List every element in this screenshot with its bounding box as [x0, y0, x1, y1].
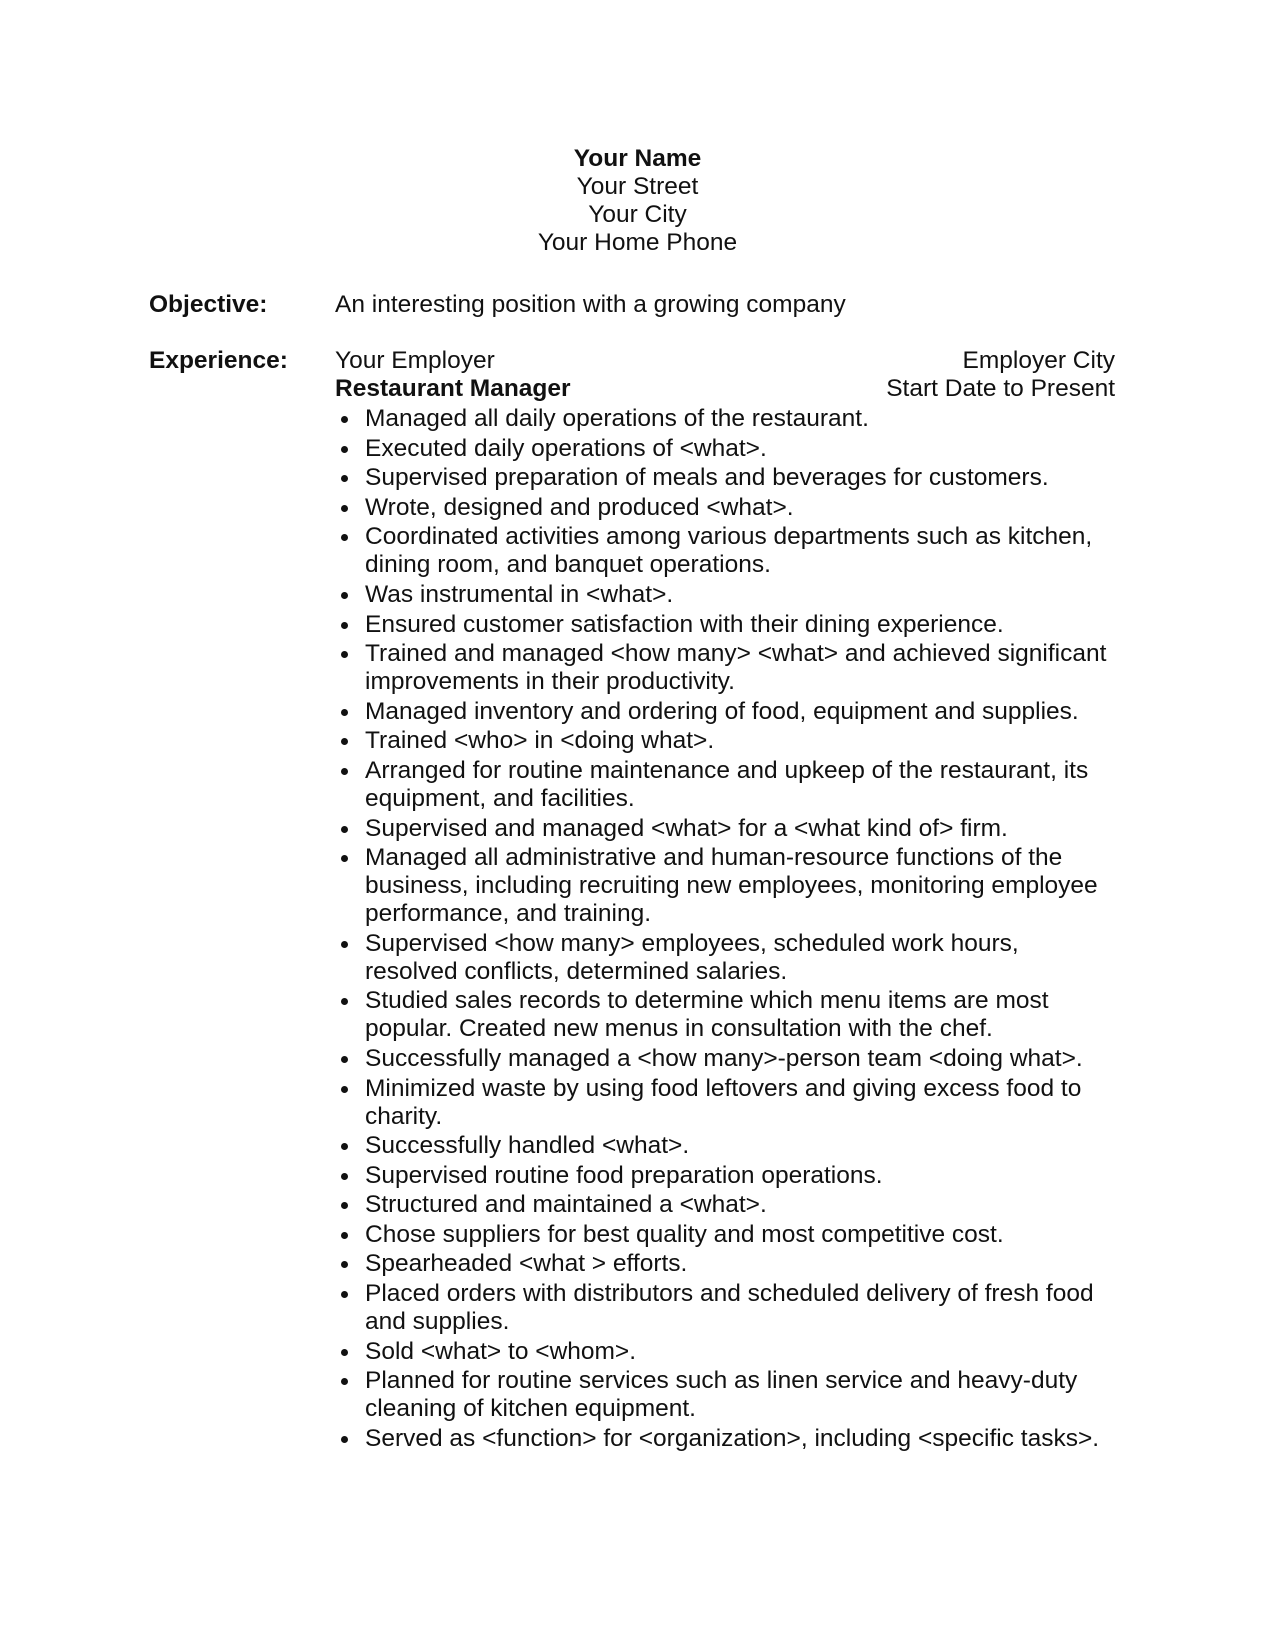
- experience-content: [335, 347, 1115, 1454]
- list-item: Successfully handled <what>.: [335, 1132, 1115, 1160]
- list-item: Minimized waste by using food leftovers and giving excess food to charity.: [335, 1075, 1115, 1131]
- job-dates: Start Date to Present: [886, 375, 1115, 402]
- list-item: Placed orders with distributors and scheduled delivery of fresh food and supplies.: [335, 1280, 1115, 1336]
- list-item: Supervised <how many> employees, scheduled work hours, resolved conflicts, determined salaries.: [335, 930, 1115, 986]
- street-address: Your Street: [576, 173, 699, 200]
- resume-header: [0, 145, 1275, 257]
- list-item: Chose suppliers for best quality and most competitive cost.: [335, 1221, 1115, 1249]
- list-item: Successfully managed a <how many>-person team <doing what>.: [335, 1045, 1115, 1073]
- list-item: Structured and maintained a <what>.: [335, 1191, 1115, 1219]
- list-item: Managed all administrative and human-resource functions of the business, including recruiting new employees, monitoring employee performance, and training.: [335, 844, 1115, 928]
- list-item: Ensured customer satisfaction with their dining experience.: [335, 611, 1115, 639]
- duties-list: [335, 405, 1115, 1453]
- employer-city: Employer City: [962, 347, 1115, 374]
- list-item: Arranged for routine maintenance and upkeep of the restaurant, its equipment, and facilities.: [335, 757, 1115, 813]
- resume-name: Your Name: [573, 145, 702, 172]
- list-item: Planned for routine services such as linen service and heavy-duty cleaning of kitchen equipment.: [335, 1367, 1115, 1423]
- position-line: [335, 375, 1115, 403]
- list-item: Studied sales records to determine which menu items are most popular. Created new menus in consultation with the chef.: [335, 987, 1115, 1043]
- objective-text: An interesting position with a growing company: [335, 291, 846, 318]
- home-phone: Your Home Phone: [537, 229, 738, 256]
- employer-name: Your Employer: [335, 347, 495, 374]
- list-item: Wrote, designed and produced <what>.: [335, 494, 1115, 522]
- list-item: Trained and managed <how many> <what> and achieved significant improvements in their productivity.: [335, 640, 1115, 696]
- list-item: Supervised preparation of meals and beverages for customers.: [335, 464, 1115, 492]
- list-item: Served as <function> for <organization>, including <specific tasks>.: [335, 1425, 1115, 1453]
- list-item: Trained <who> in <doing what>.: [335, 727, 1115, 755]
- job-title: Restaurant Manager: [335, 375, 571, 402]
- list-item: Supervised and managed <what> for a <what kind of> firm.: [335, 815, 1115, 843]
- experience-label: Experience:: [149, 347, 288, 374]
- list-item: Managed inventory and ordering of food, equipment and supplies.: [335, 698, 1115, 726]
- list-item: Sold <what> to <whom>.: [335, 1338, 1115, 1366]
- list-item: Managed all daily operations of the restaurant.: [335, 405, 1115, 433]
- objective-label: Objective:: [149, 291, 268, 318]
- list-item: Executed daily operations of <what>.: [335, 435, 1115, 463]
- employer-line: [335, 347, 1115, 375]
- list-item: Was instrumental in <what>.: [335, 581, 1115, 609]
- list-item: Spearheaded <what > efforts.: [335, 1250, 1115, 1278]
- list-item: Coordinated activities among various departments such as kitchen, dining room, and banquet operations.: [335, 523, 1115, 579]
- list-item: Supervised routine food preparation operations.: [335, 1162, 1115, 1190]
- city: Your City: [588, 201, 687, 228]
